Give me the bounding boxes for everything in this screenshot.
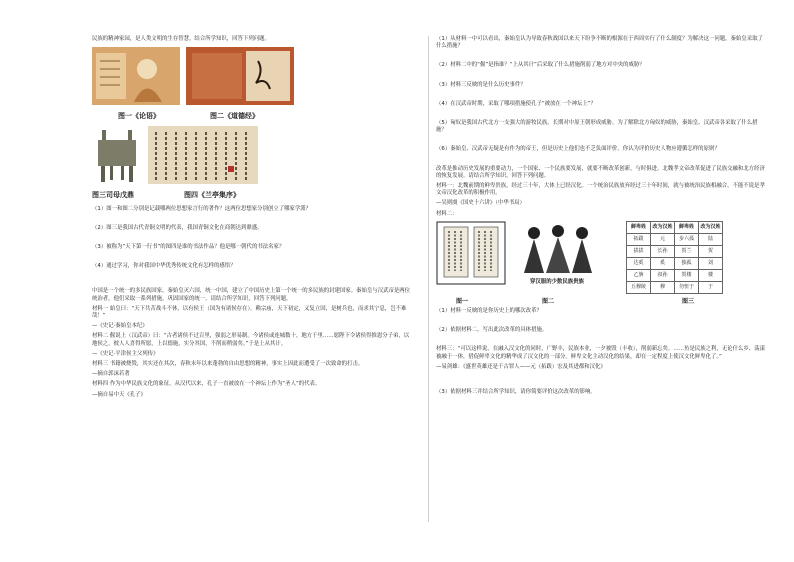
left-question-1: （1）图一和图二分别是记载哪两位思想家言行的著作？这两位思想家分别创立了哪家学派？ bbox=[92, 205, 312, 212]
table-cell: 贺 bbox=[699, 245, 723, 257]
table-cell: 陆 bbox=[699, 233, 723, 245]
table-header-cell: 改为汉姓 bbox=[699, 221, 723, 233]
right-question-3: （3）材料三反映的是什么历史事件？ bbox=[436, 81, 526, 88]
reform-material-2-label: 材料二： bbox=[436, 210, 458, 217]
source-2: —《史记·平津侯主父列传》 bbox=[92, 350, 159, 357]
table-cell: 勿忸于 bbox=[675, 281, 699, 293]
table-row bbox=[627, 269, 723, 281]
lantingjixu-image bbox=[148, 126, 258, 184]
table-cell: 达奚 bbox=[627, 257, 651, 269]
table-cell: 奚 bbox=[651, 257, 675, 269]
right-column bbox=[436, 36, 766, 399]
source-4: —摘自易中天《孔子》 bbox=[92, 391, 146, 398]
table-cell: 乙旃 bbox=[627, 269, 651, 281]
material-3: 材料三 书籍被烧毁，其实还在其次，春秋末年以来蓬勃的自由思想的精神，事实上因此而遭受了一次致命的打击。 bbox=[92, 361, 364, 368]
caption-lanting: 图四《兰亭集序》 bbox=[184, 191, 240, 200]
figure-labels bbox=[436, 298, 766, 305]
right-question-5: （5）匈奴是我国古代北方一支强大的游牧民族。长期对中原王朝形成威胁。为了解除北方匈奴的威胁，秦始皇、汉武帝各采取了什么措施？ bbox=[436, 120, 758, 134]
surname-table-body bbox=[627, 221, 723, 293]
nobles-image bbox=[512, 221, 602, 275]
table-cell: 步六孤 bbox=[675, 233, 699, 245]
table-header-cell: 改为汉姓 bbox=[651, 221, 675, 233]
left-column bbox=[92, 36, 414, 402]
reform-question-3: （3）依据材料三并结合所学知识，请你简要评价这次改革的影响。 bbox=[436, 389, 596, 396]
table-cell: 贺兰 bbox=[675, 245, 699, 257]
table-cell: 拔拔 bbox=[627, 245, 651, 257]
table-cell: 穆 bbox=[651, 281, 675, 293]
reform-source-3: —易剑雄：《盛世英雄还是千古罪人——元（拓跋）宏及其进都和汉化》 bbox=[436, 363, 606, 370]
reform-source-1: —吴则虞《国史十六讲》（中华书局） bbox=[436, 200, 525, 207]
reform-material-1: 材料一：北魏前期的鲜卑贵族，经过三十年，大体上已经汉化。一个统治民族放弃经过三十年时间，就与被统治民族相融合，不能不说是孝文帝汉化改革的积极作用。 bbox=[436, 183, 765, 197]
daodejing-image bbox=[186, 47, 294, 105]
reform-material-3: 材料三：“可以这样说，在融入汉文化的同时，广野丰，民族本业，一夕被毁（丰收），削弱新忘矣。……鱼是民族之利，无论什么乡、荡漾被融于一体，借促鲜卑文化的精华成了汉文化的一部分。鲜卑文化主动汉化的结果，却在一定程度上使汉文化鲜卑化了。” bbox=[436, 346, 765, 360]
nobles-figure bbox=[512, 221, 602, 286]
right-question-6: （6）秦始皇、汉武帝无疑是有作为的帝王，但是历史上他们也不乏负面评价。你认为评价历史人物应遵循怎样的原则？ bbox=[436, 146, 720, 153]
reform-question-1: （1）材料一反映的是你历史上的哪次改革？ bbox=[436, 308, 542, 315]
reform-passage: 改革是推动历史发展的重要动力，一个国家、一个民族要发展，就要不断改革创新，与时俱进。北魏孝文帝改革促进了民族交融和北方经济的恢复发展。请结合所学知识，回答下列问题。 bbox=[436, 165, 765, 179]
source-3: —摘自郭沫若著 bbox=[92, 371, 130, 378]
nobles-caption: 穿汉服的少数民族贵族 bbox=[530, 279, 584, 286]
figure-row bbox=[436, 221, 766, 294]
reform-question-2: （2）依据材料二，写出此次改革的具体措施。 bbox=[436, 327, 548, 334]
material-4: 材料四 作为中华民族文化的象征，从汉代以来，孔子一直被放在一个神坛上作为“圣人”的代表。 bbox=[92, 381, 321, 388]
source-1: —《史记·秦始皇本纪》 bbox=[92, 323, 148, 330]
surname-table bbox=[626, 221, 723, 294]
right-question-1: （1）从材料一中可以看出，秦始皇认为导致春秋战国以来天下纷争不断的根源在于西周实行了什么制度？为解决这一问题，秦始皇采取了什么措施？ bbox=[436, 36, 763, 50]
simuwu-ding-image bbox=[92, 126, 142, 184]
passage-intro: 中国是一个统一的多民族国家。秦始皇灭六国，统一中国，建立了中国历史上第一个统一的多民族的封建国家。秦始皇与汉武帝是两位统治者，他们采取一系列措施，巩固国家的统一。请结合所学知识，回答下列问题。 bbox=[92, 288, 411, 302]
lunyu-image bbox=[92, 47, 180, 105]
table-cell: 叔孙 bbox=[651, 269, 675, 281]
table-cell: 长孙 bbox=[651, 245, 675, 257]
table-cell: 丘穆陵 bbox=[627, 281, 651, 293]
table-cell: 元 bbox=[651, 233, 675, 245]
material-1: 材料一 始皇曰：“天下共苦战斗不休，以有侯王（国为有诸侯存在）。赖宗庙，天下初定，又复立国，是树兵也，而求其宁息，岂不难哉！” bbox=[92, 305, 407, 320]
caption-row-2 bbox=[92, 192, 414, 199]
table-row bbox=[627, 281, 723, 293]
caption-simuwu: 图三司母戊鼎 bbox=[92, 191, 134, 200]
caption-daodejing: 图二《道德经》 bbox=[210, 112, 259, 121]
table-cell: 楼 bbox=[699, 269, 723, 281]
table-cell: 刘 bbox=[699, 257, 723, 269]
caption-row-1 bbox=[92, 113, 414, 120]
table-cell: 贺楼 bbox=[675, 269, 699, 281]
table-header-cell: 鲜卑姓 bbox=[675, 221, 699, 233]
fig-label-3: 图三 bbox=[682, 297, 695, 305]
table-cell: 独孤 bbox=[675, 257, 699, 269]
image-row-bottom bbox=[92, 126, 414, 184]
fig-label-1: 图一 bbox=[456, 297, 469, 305]
right-question-2: （2）材料二中的“偃”是指谁？“上从其计”后采取了什么措施削弱了地方对中央的威胁？ bbox=[436, 62, 645, 69]
table-cell: 于 bbox=[699, 281, 723, 293]
table-cell: 拓跋 bbox=[627, 233, 651, 245]
table-row bbox=[627, 233, 723, 245]
caption-lunyu: 图一《论语》 bbox=[118, 112, 160, 121]
table-row bbox=[627, 245, 723, 257]
ancient-book-image bbox=[436, 221, 506, 285]
left-question-2: （2）图三是我国古代青铜文明的代表，我国青铜文化在商朝达到鼎盛。 bbox=[92, 224, 263, 231]
image-row-top bbox=[92, 47, 414, 105]
right-question-4: （4）在汉武帝时期，采取了哪项措施使孔子“被放在一个神坛上”？ bbox=[436, 100, 596, 107]
fig-label-2: 图二 bbox=[542, 297, 555, 305]
left-question-3: （3）被称为“天下第一行书”的图四是谁的书法作品？他是哪一朝代的书法名家？ bbox=[92, 244, 285, 251]
table-header-cell: 鲜卑姓 bbox=[627, 221, 651, 233]
column-divider bbox=[428, 36, 429, 522]
table-row bbox=[627, 257, 723, 269]
material-2: 材料二 偃说上（汉武帝）曰：“古者诸侯不过百里，强弱之形易制。今诸侯或连城数十，地方千里……愿陛下令诸侯得推恩分子弟，以地侯之。彼人人喜得所愿，上以德施，实分其国，不削而稍弱矣。”于是上从其计。 bbox=[92, 333, 410, 347]
left-question-4: （4）通过学习，你对我国中华优秀传统文化有怎样的感悟？ bbox=[92, 263, 236, 270]
table-row bbox=[627, 221, 723, 233]
intro-text: 民族的精神家园，是人类文明的生存智慧。结合所学知识，回答下列问题。 bbox=[92, 36, 270, 42]
